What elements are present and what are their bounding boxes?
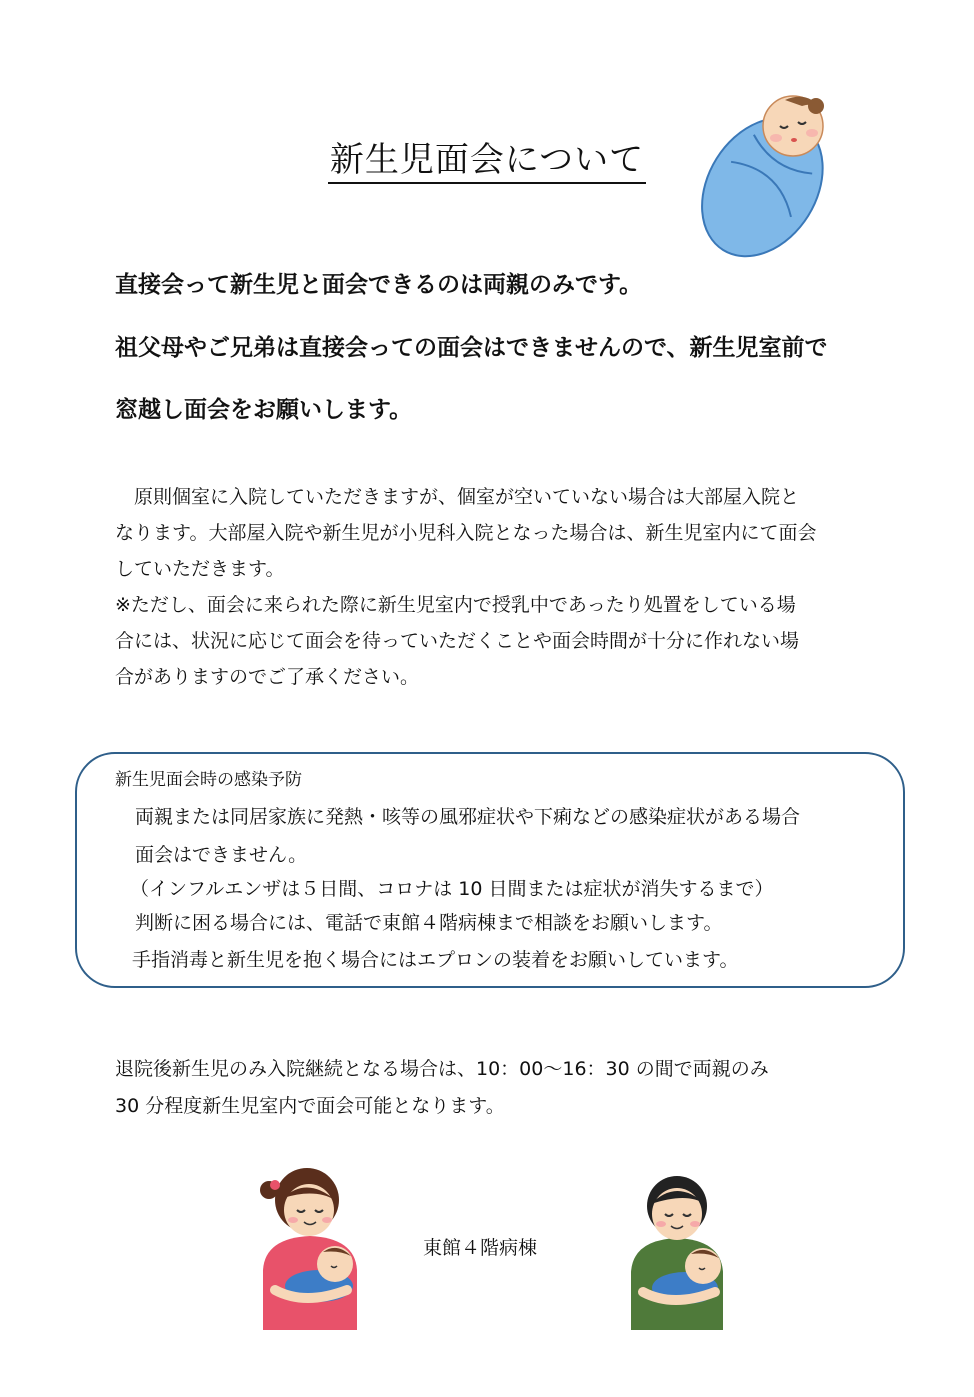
- after-discharge-line-2: 30 分程度新生児室内で面会可能となります。: [115, 1095, 505, 1117]
- body-line: 合には、状況に応じて面会を待っていただくことや面会時間が十分に作れない場: [115, 630, 800, 652]
- lead-line-1: 直接会って新生児と面会できるのは両親のみです。: [115, 272, 643, 298]
- lead-line-2: 祖父母やご兄弟は直接会っての面会はできませんので、新生児室前で: [115, 335, 828, 361]
- infection-box-line: 手指消毒と新生児を抱く場合にはエプロンの装着をお願いしています。: [132, 949, 739, 971]
- after-discharge-line-1: 退院後新生児のみ入院継続となる場合は、10：00～16：30 の間で両親のみ: [115, 1058, 769, 1080]
- body-line: ※ただし、面会に来られた際に新生児室内で授乳中であったり処置をしている場: [115, 594, 796, 616]
- father-holding-baby-icon: [625, 1160, 730, 1330]
- infection-box-line: 面会はできません。: [135, 844, 308, 866]
- ward-name: 東館４階病棟: [423, 1237, 538, 1259]
- lead-line-3: 窓越し面会をお願いします。: [115, 397, 413, 423]
- infection-box-line: 両親または同居家族に発熱・咳等の風邪症状や下痢などの感染症状がある場合: [135, 806, 801, 828]
- infection-box-line: （インフルエンザは５日間、コロナは 10 日間または症状が消失するまで）: [130, 878, 774, 900]
- infection-box-line: 判断に困る場合には、電話で東館４階病棟まで相談をお願いします。: [135, 912, 723, 934]
- infection-box-title: 新生児面会時の感染予防: [115, 770, 302, 790]
- body-line: 合がありますのでご了承ください。: [115, 666, 420, 688]
- body-line: なります。大部屋入院や新生児が小児科入院となった場合は、新生児室内にて面会: [115, 522, 817, 544]
- body-line: していただきます。: [115, 558, 285, 580]
- body-line: 原則個室に入院していただきますが、個室が空いていない場合は大部屋入院と: [115, 486, 800, 508]
- admission-paragraph: [115, 479, 875, 695]
- page-title-text: 新生児面会について: [328, 140, 646, 184]
- mother-holding-baby-icon: [255, 1160, 365, 1330]
- swaddled-baby-icon: [690, 88, 840, 258]
